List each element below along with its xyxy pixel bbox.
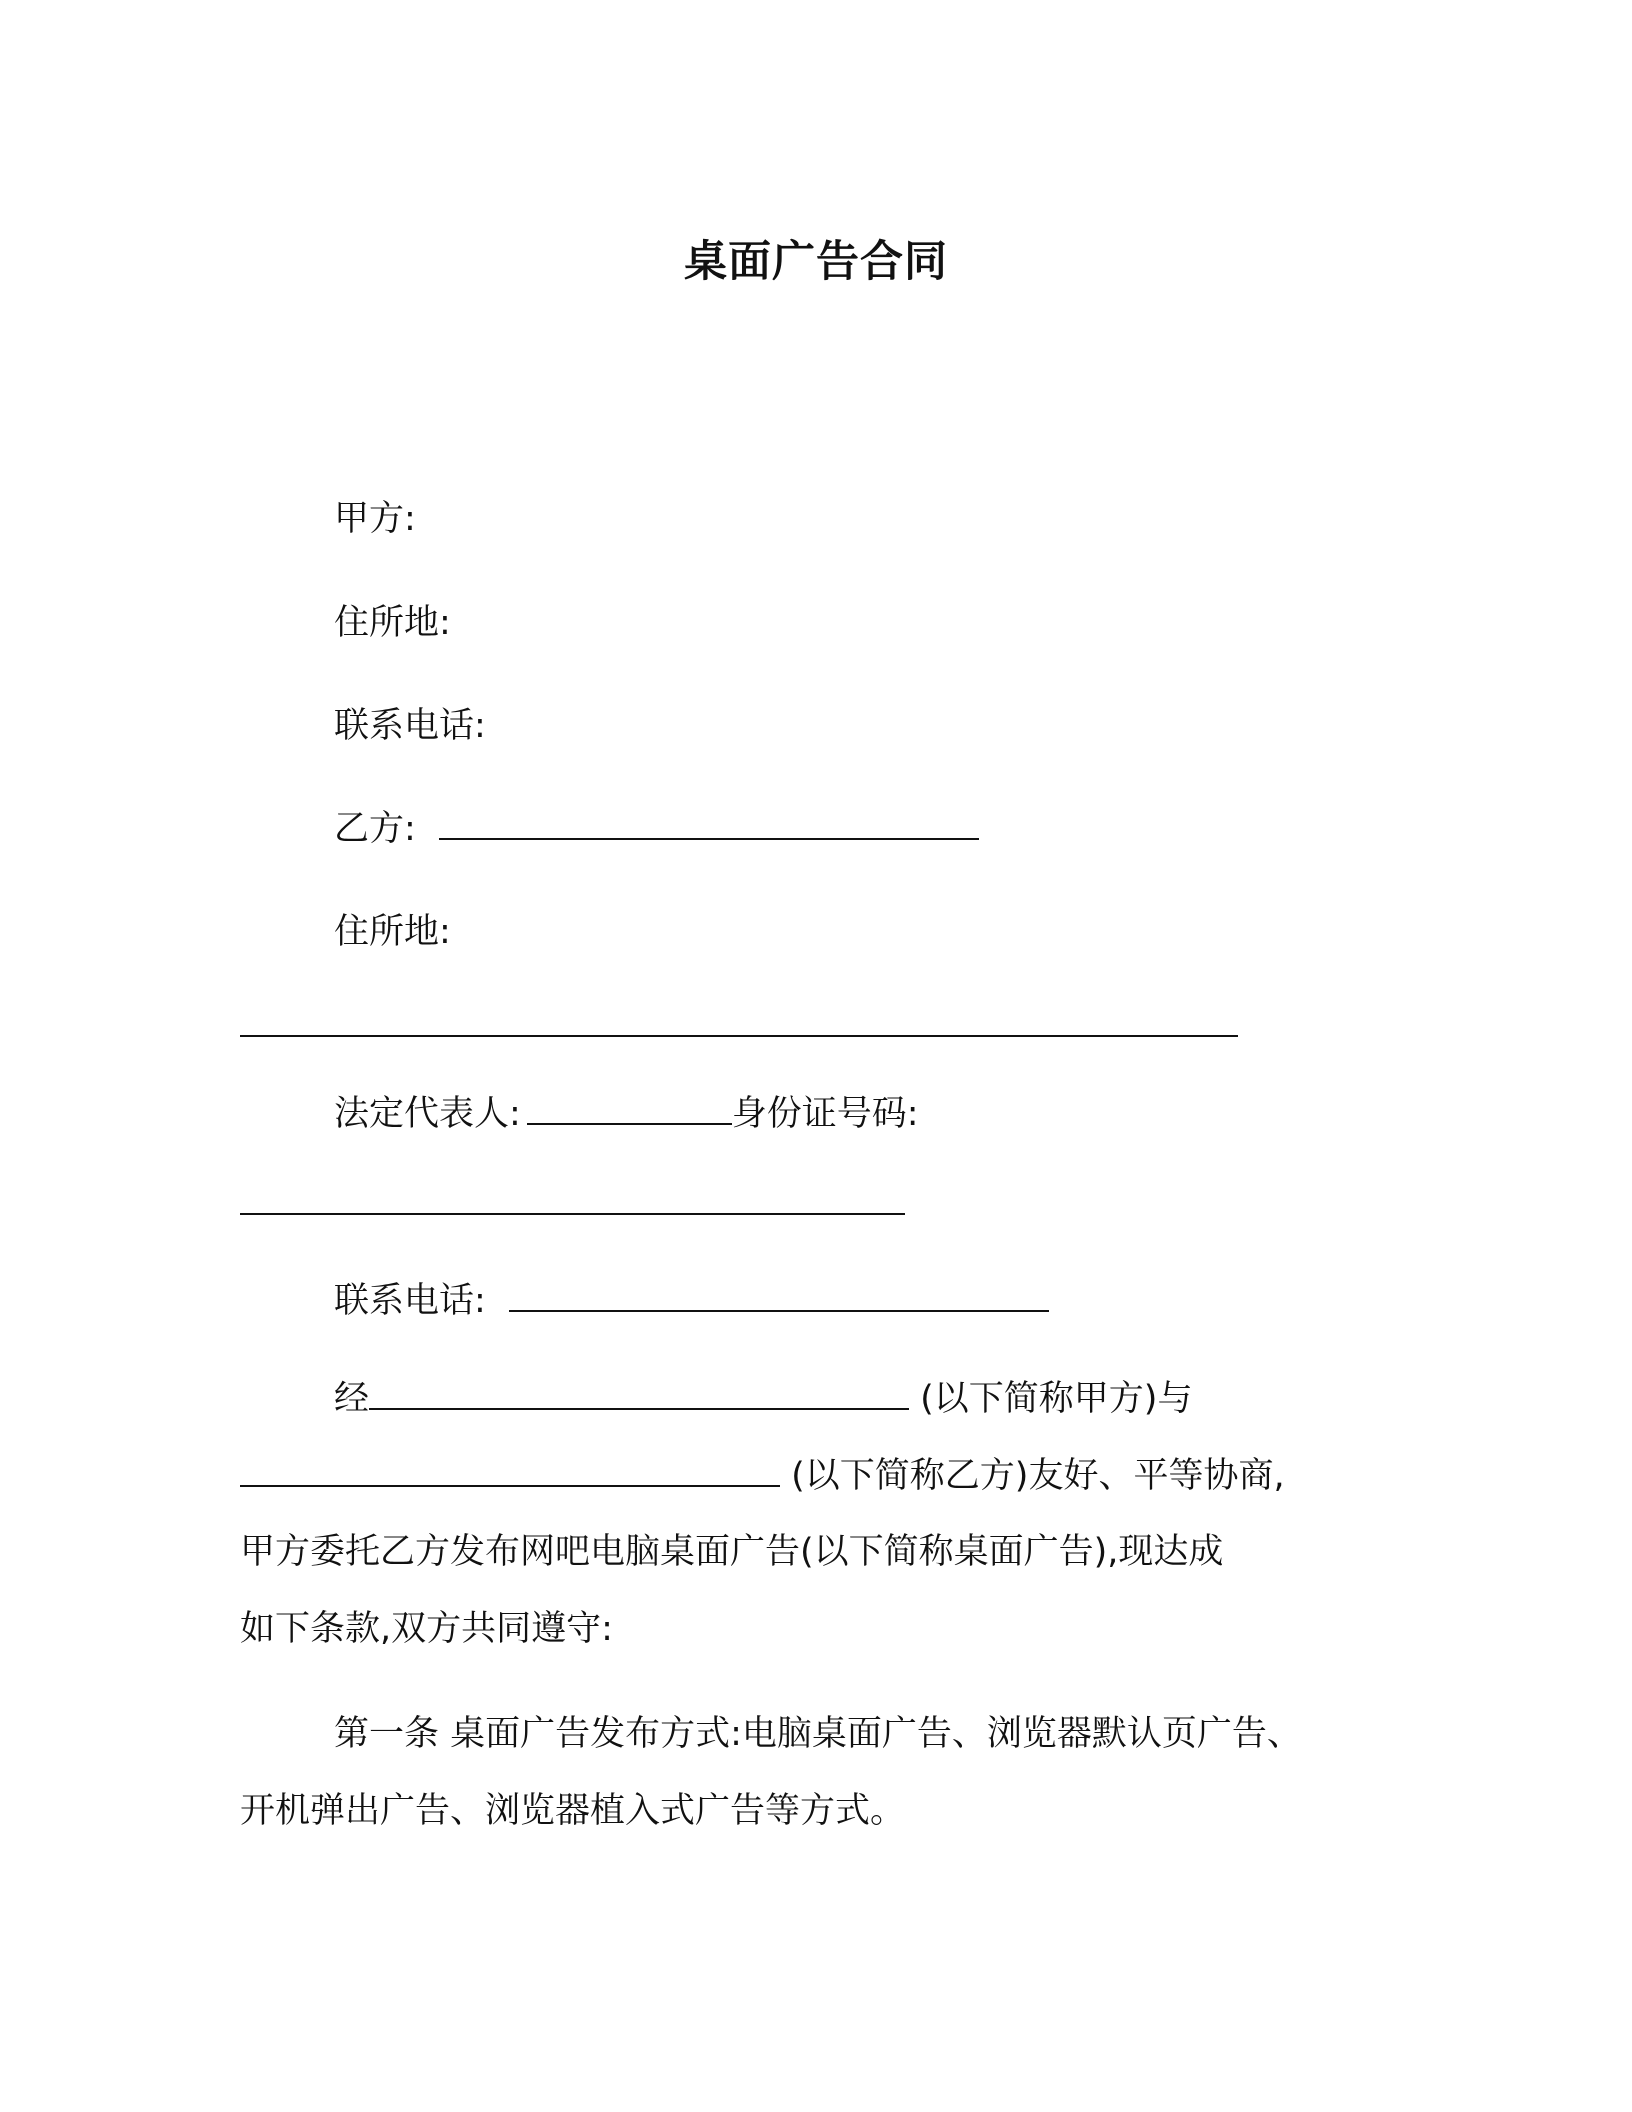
party-a-name-label: 甲方: (334, 499, 416, 539)
id-number-label: 身份证号码: (731, 1094, 919, 1134)
party-b-phone-label: 联系电话: (334, 1281, 486, 1321)
party-b-address-label: 住所地: (334, 912, 451, 952)
preamble-start: 经 (334, 1379, 370, 1419)
legal-rep-blank (527, 1093, 732, 1125)
party-b-rep-row (334, 1093, 919, 1135)
party-b-fill-blank (240, 1455, 780, 1487)
preamble-line-1 (334, 1378, 1192, 1420)
party-b-phone-blank (509, 1280, 1049, 1312)
preamble-line-2 (240, 1455, 1285, 1497)
article-1-line-2: 开机弹出广告、浏览器植入式广告等方式。 (240, 1791, 906, 1831)
preamble-after-a: (以下简称甲方)与 (920, 1379, 1193, 1419)
party-b-address-blank (240, 1035, 1238, 1037)
id-number-blank (240, 1213, 905, 1215)
party-a-phone-label: 联系电话: (334, 706, 486, 746)
party-b-phone-row (334, 1280, 1049, 1322)
article-1-line-1: 第一条 桌面广告发布方式:电脑桌面广告、浏览器默认页广告、 (334, 1714, 1302, 1754)
party-b-name-blank (439, 808, 979, 840)
preamble-line-3: 甲方委托乙方发布网吧电脑桌面广告(以下简称桌面广告),现达成 (240, 1532, 1224, 1572)
party-a-address-label: 住所地: (334, 603, 451, 643)
preamble-after-b: (以下简称乙方)友好、平等协商, (791, 1456, 1285, 1496)
document-title: 桌面广告合同 (684, 237, 948, 287)
party-b-name-label: 乙方: (334, 809, 416, 849)
legal-rep-label: 法定代表人: (334, 1094, 521, 1134)
party-a-fill-blank (369, 1378, 909, 1410)
party-b-name-row (334, 808, 979, 850)
preamble-line-4: 如下条款,双方共同遵守: (240, 1609, 613, 1649)
